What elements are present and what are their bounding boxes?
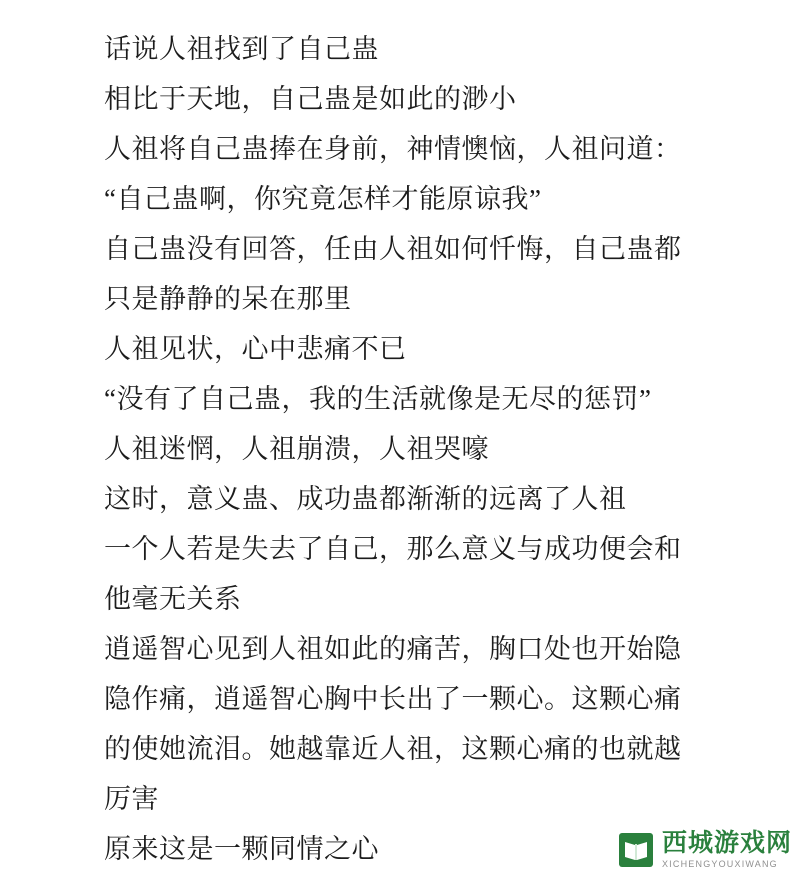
- watermark: [618, 831, 792, 869]
- text-line: 人祖见状，心中悲痛不已: [104, 334, 407, 364]
- text-line: “没有了自己蛊，我的生活就像是无尽的惩罚”: [104, 384, 652, 414]
- watermark-title: 西城游戏网: [661, 829, 792, 857]
- text-line: 这时，意义蛊、成功蛊都渐渐的远离了人祖: [104, 484, 627, 514]
- document-text-body: [104, 24, 696, 874]
- text-line: 相比于天地，自己蛊是如此的渺小: [104, 84, 517, 114]
- text-line: “自己蛊啊，你究竟怎样才能原谅我”: [104, 184, 542, 214]
- book-logo-icon: [618, 832, 654, 868]
- text-line: 原来这是一颗同情之心: [104, 834, 379, 864]
- watermark-text: [662, 831, 792, 869]
- text-line: 人祖迷惘，人祖崩溃，人祖哭嚎: [104, 434, 489, 464]
- text-line: 自己蛊没有回答，任由人祖如何忏悔，自己蛊都只是静静的呆在那里: [104, 234, 682, 314]
- text-line: 一个人若是失去了自己，那么意义与成功便会和他毫无关系: [104, 534, 682, 614]
- watermark-subtitle: XICHENGYOUXIWANG: [661, 859, 778, 869]
- text-line: 逍遥智心见到人祖如此的痛苦，胸口处也开始隐隐作痛，逍遥智心胸中长出了一颗心。这颗心痛的使她流泪。她越靠近人祖，这颗心痛的也就越厉害: [104, 634, 682, 814]
- text-line: 话说人祖找到了自己蛊: [104, 34, 379, 64]
- text-line: 人祖将自己蛊捧在身前，神情懊恼，人祖问道：: [104, 134, 682, 164]
